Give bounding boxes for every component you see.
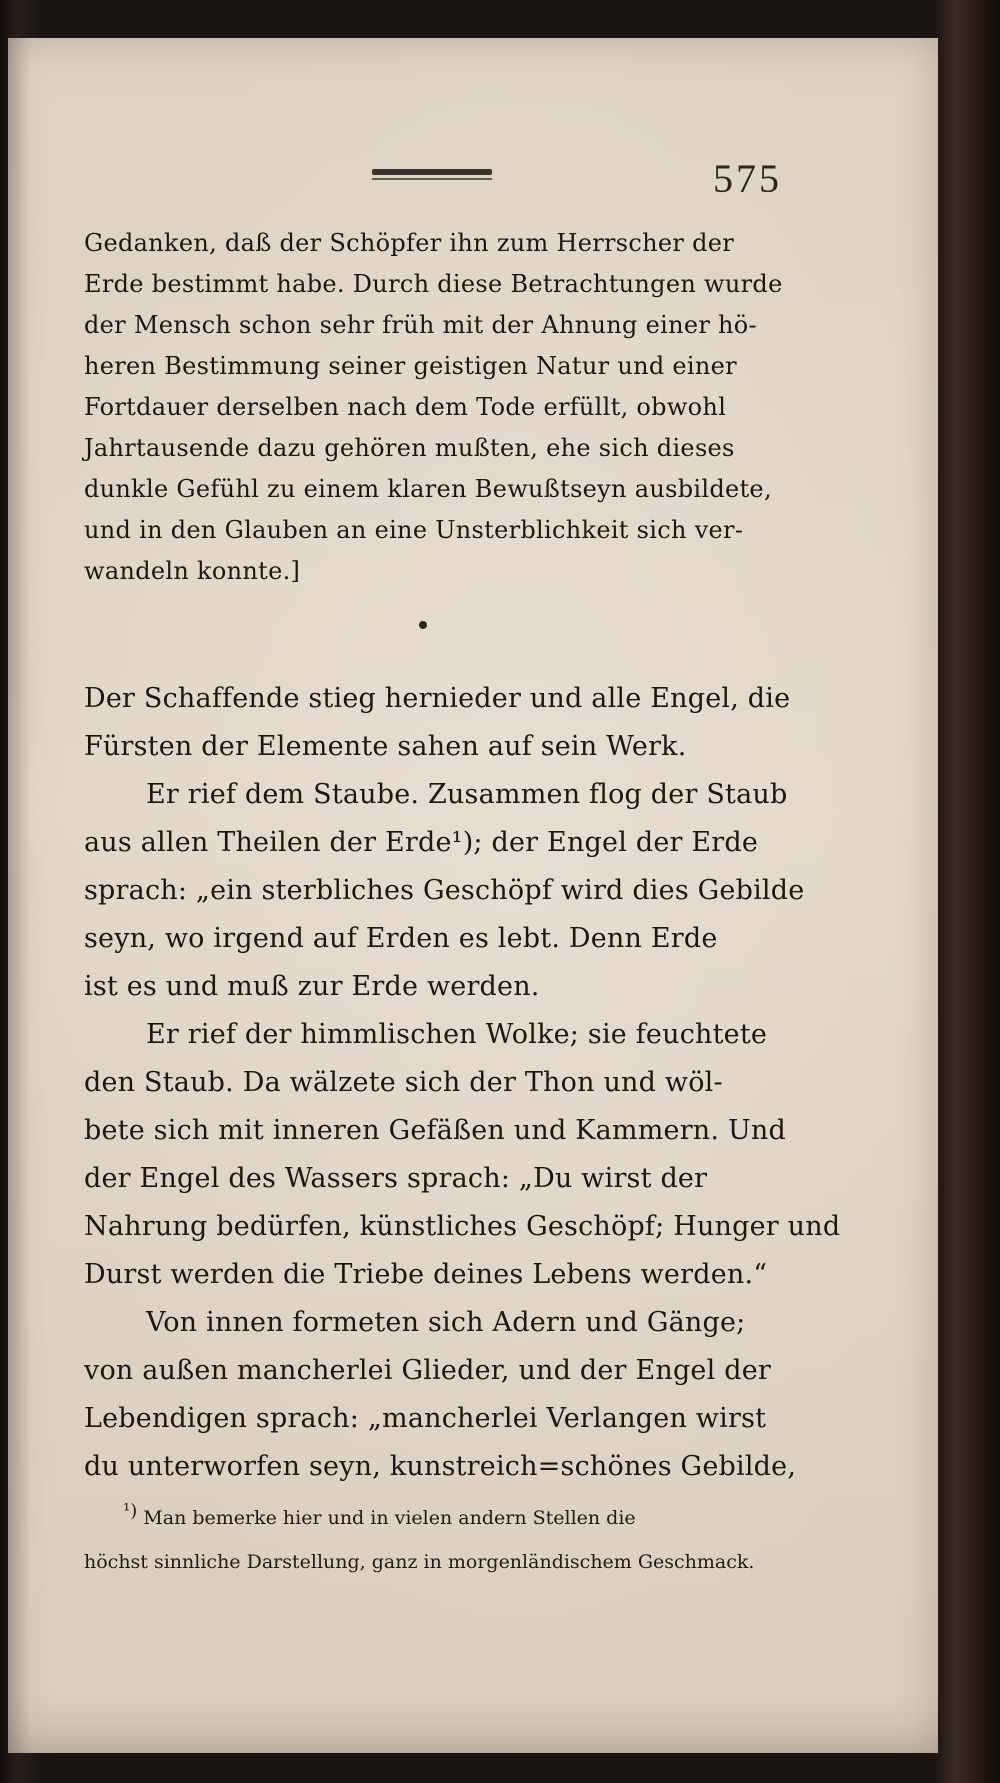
page-number: 575 <box>713 156 782 201</box>
page-bottom-shading <box>8 1693 938 1753</box>
main-line-7: ist es und muß zur Erde werden. <box>84 971 540 1002</box>
footnote-text-1: Man bemerke hier und in vielen andern Stellen die <box>143 1507 636 1529</box>
continuation-line-3: der Mensch schon sehr früh mit der Ahnung einer hö- <box>84 311 757 339</box>
continuation-line-9: wandeln konnte.] <box>84 557 301 585</box>
continuation-line-2: Erde bestimmt habe. Durch diese Betrachtungen wurde <box>84 270 783 298</box>
main-line-13: Durst werden die Triebe deines Lebens werden.“ <box>84 1259 768 1290</box>
footnote-mark: ¹) <box>123 1500 138 1522</box>
main-line-14: Von innen formeten sich Adern und Gänge; <box>146 1307 746 1338</box>
main-line-4: aus allen Theilen der Erde¹); der Engel der Erde <box>84 827 759 858</box>
main-line-5: sprach: „ein sterbliches Geschöpf wird dies Gebilde <box>84 875 805 906</box>
continuation-line-6: Jahrtausende dazu gehören mußten, ehe sich dieses <box>84 434 735 462</box>
main-line-6: seyn, wo irgend auf Erden es lebt. Denn Erde <box>84 923 718 954</box>
continuation-line-1: Gedanken, daß der Schöpfer ihn zum Herrscher der <box>84 229 735 257</box>
book-page <box>8 38 938 1753</box>
main-line-11: der Engel des Wassers sprach: „Du wirst der <box>84 1163 708 1194</box>
continuation-line-5: Fortdauer derselben nach dem Tode erfüllt, obwohl <box>84 393 727 421</box>
main-line-16: Lebendigen sprach: „mancherlei Verlangen wirst <box>84 1403 767 1434</box>
main-line-8: Er rief der himmlischen Wolke; sie feuchtete <box>146 1019 768 1050</box>
main-line-15: von außen mancherlei Glieder, und der Engel der <box>84 1355 771 1386</box>
main-line-9: den Staub. Da wälzete sich der Thon und wöl- <box>84 1067 723 1098</box>
main-line-12: Nahrung bedürfen, künstliches Geschöpf; Hunger und <box>84 1211 841 1242</box>
header-rule <box>372 169 492 175</box>
main-line-2: Fürsten der Elemente sahen auf sein Werk. <box>84 731 687 762</box>
main-line-1: Der Schaffende stieg hernieder und alle Engel, die <box>84 683 791 714</box>
page-gutter-shadow <box>8 38 30 1753</box>
main-line-3: Er rief dem Staube. Zusammen flog der Staub <box>146 779 788 810</box>
section-separator <box>419 621 427 629</box>
footnote-line-1 <box>123 1500 813 1532</box>
continuation-line-7: dunkle Gefühl zu einem klaren Bewußtseyn ausbildete, <box>84 475 772 503</box>
continuation-line-8: und in den Glauben an eine Unsterblichkeit sich ver- <box>84 516 744 544</box>
footnote-line-2: höchst sinnliche Darstellung, ganz in morgenländischem Geschmack. <box>84 1551 755 1573</box>
main-line-10: bete sich mit inneren Gefäßen und Kammern. Und <box>84 1115 786 1146</box>
main-line-17: du unterworfen seyn, kunstreich=schönes Gebilde, <box>84 1451 797 1482</box>
continuation-line-4: heren Bestimmung seiner geistigen Natur und einer <box>84 352 737 380</box>
